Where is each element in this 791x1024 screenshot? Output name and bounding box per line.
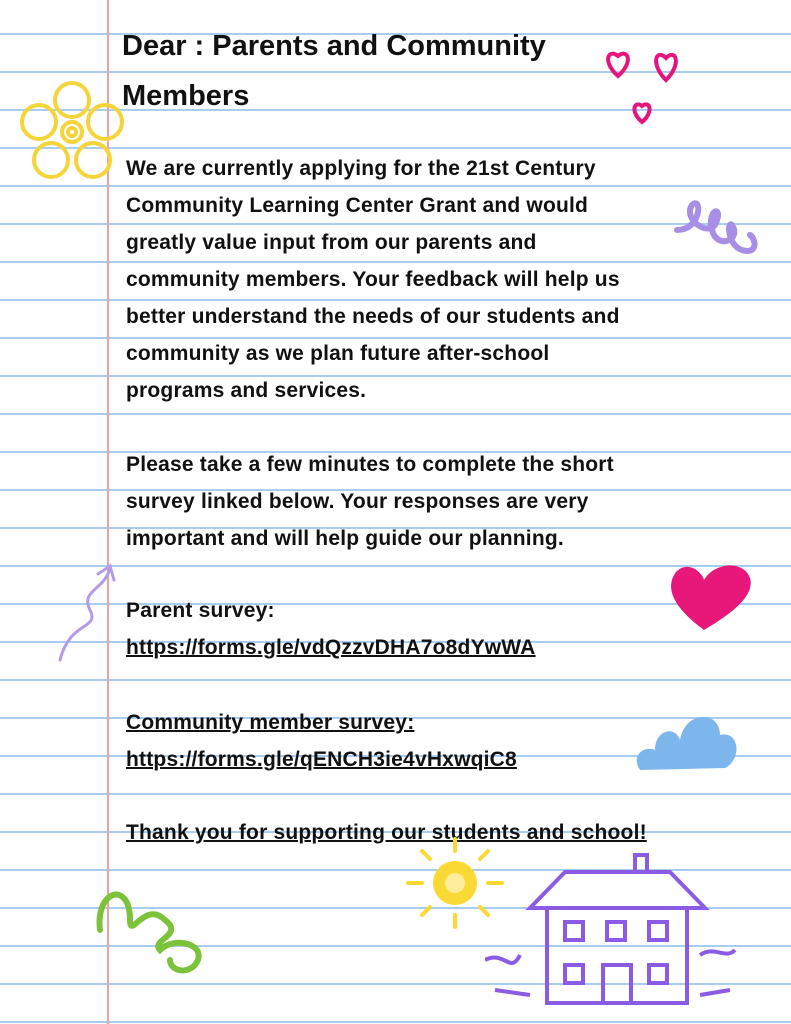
parent-survey-link[interactable]: https://forms.gle/vdQzzvDHA7o8dYwWA [126, 636, 536, 659]
pink-heart-icon [664, 558, 756, 636]
paragraph-1-line: better understand the needs of our students and [126, 305, 620, 328]
paragraph-2-line: Please take a few minutes to complete the short [126, 453, 614, 476]
paragraph-2-line: survey linked below. Your responses are very [126, 490, 589, 513]
community-survey-link[interactable]: https://forms.gle/qENCH3ie4vHxwqiC8 [126, 748, 517, 771]
house-drawing-icon [485, 850, 745, 1010]
blue-cloud-icon [630, 700, 745, 780]
paragraph-2-line: important and will help guide our planning. [126, 527, 564, 550]
paragraph-1-line: greatly value input from our parents and [126, 231, 537, 254]
parent-survey-label: Parent survey: [126, 599, 275, 622]
purple-arrow-icon [50, 560, 130, 670]
paragraph-1-line: community members. Your feedback will help us [126, 268, 620, 291]
paragraph-1-line: We are currently applying for the 21st Century [126, 157, 596, 180]
closing-text: Thank you for supporting our students and school! [126, 821, 647, 844]
paragraph-1-line: programs and services. [126, 379, 367, 402]
pink-hearts-icon [598, 38, 688, 128]
paragraph-1-line: community as we plan future after-school [126, 342, 550, 365]
yellow-flower-icon [15, 80, 130, 185]
purple-loops-icon [672, 190, 762, 280]
green-squiggle-icon [90, 880, 215, 975]
letter-title-line-1: Dear : Parents and Community [122, 30, 546, 62]
letter-title-line-2: Members [122, 80, 250, 112]
community-survey-label: Community member survey: [126, 711, 415, 734]
paragraph-1-line: Community Learning Center Grant and would [126, 194, 589, 217]
